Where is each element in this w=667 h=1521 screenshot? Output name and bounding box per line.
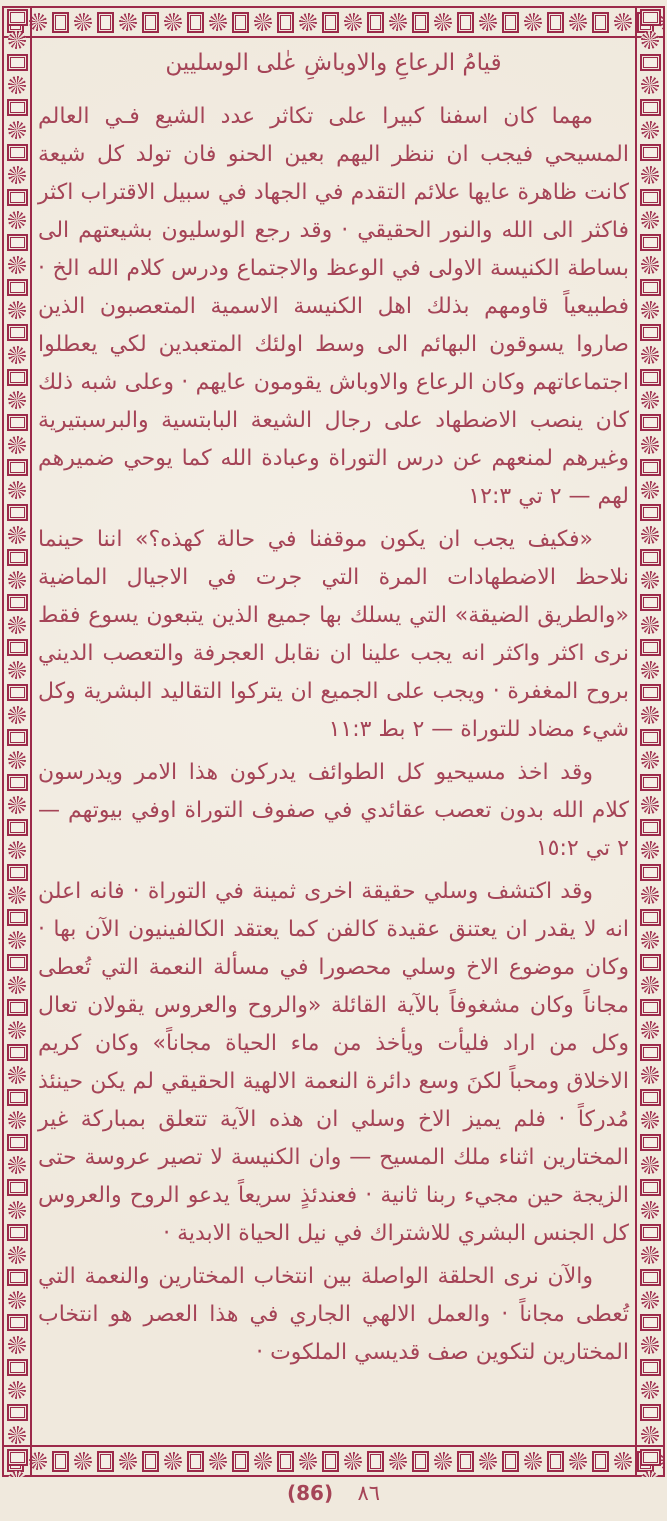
ornament-block xyxy=(7,279,28,296)
ornament-block xyxy=(232,1451,249,1472)
ornament-block xyxy=(640,864,661,881)
ornament-block xyxy=(7,324,28,341)
ornament-block xyxy=(502,1451,519,1472)
ornament-block xyxy=(7,9,28,26)
ornament-rosette-icon xyxy=(299,13,317,31)
ornament-block xyxy=(7,639,28,656)
ornament-rosette-icon xyxy=(641,616,659,634)
ornament-rosette-icon xyxy=(389,1452,407,1470)
ornament-rosette-icon xyxy=(569,13,587,31)
ornament-rosette-icon xyxy=(641,886,659,904)
ornament-block xyxy=(7,729,28,746)
ornament-rosette-icon xyxy=(8,1156,26,1174)
ornament-block xyxy=(640,279,661,296)
ornament-block xyxy=(7,1089,28,1106)
ornament-block xyxy=(7,1359,28,1376)
ornament-rosette-icon xyxy=(8,1021,26,1039)
ornament-block xyxy=(640,1314,661,1331)
ornament-block xyxy=(640,954,661,971)
ornament-block xyxy=(640,1269,661,1286)
ornament-block xyxy=(640,144,661,161)
ornament-rosette-icon xyxy=(8,616,26,634)
paragraph: مهما كان اسفنا كبيرا على تكاثر عدد الشيع فـي العالم المسيحي فيجب ان ننظر اليهم بعين الحنو فان تولد كل شيعة كانت ظاهرة عايها علائم التقدم في الجهاد في سبيل الاقتراب اكثر فاكثر الى الله والنور الحقيقي · وقد رجع الوسليون بشيعتهم الى بساطة الكنيسة الاولى في الوعظ والاجتماع ودرس كلام الله الخ · فطبيعياً قاومهم بذلك اهل الكنيسة الاسمية المتعصبون الذين صاروا يسوقون البهائم الى وسط اولئك المتعبدين لكي يعطلوا اجتماعاتهم وكان الرعاع والاوباش يقومون عايهم · وعلى شبه ذلك كان ينصب الاضطهاد على رجال الشيعة البابتسية والبرسبتيرية وغيرهم لمنعهم عن درس التوراة وعبادة الله كما يوحي ضميرهم لهم — ٢ تي ١٢:٣ xyxy=(38,104,629,509)
ornament-rosette-icon xyxy=(8,886,26,904)
ornament-block xyxy=(640,459,661,476)
page-number xyxy=(0,1481,667,1505)
ornament-block xyxy=(7,1269,28,1286)
ornament-rosette-icon xyxy=(569,1452,587,1470)
ornament-rosette-icon xyxy=(8,1381,26,1399)
ornament-block xyxy=(640,1089,661,1106)
ornament-block xyxy=(7,54,28,71)
ornament-rosette-icon xyxy=(641,121,659,139)
ornament-rosette-icon xyxy=(8,1066,26,1084)
ornament-block xyxy=(232,12,249,33)
ornament-block xyxy=(7,549,28,566)
ornament-rosette-icon xyxy=(8,976,26,994)
ornament-rosette-icon xyxy=(8,301,26,319)
ornament-block xyxy=(640,1359,661,1376)
ornament-rosette-icon xyxy=(119,1452,137,1470)
ornament-block xyxy=(97,12,114,33)
ornament-block xyxy=(640,9,661,26)
ornament-block xyxy=(640,909,661,926)
ornament-rosette-icon xyxy=(641,661,659,679)
ornament-rosette-icon xyxy=(74,13,92,31)
ornament-rosette-icon xyxy=(8,571,26,589)
ornament-rosette-icon xyxy=(8,841,26,859)
ornament-block xyxy=(640,999,661,1016)
ornament-block xyxy=(7,1044,28,1061)
ornament-block xyxy=(502,12,519,33)
ornament-rosette-icon xyxy=(641,1471,659,1477)
ornament-block xyxy=(322,12,339,33)
ornament-rosette-icon xyxy=(641,1066,659,1084)
ornament-rosette-icon xyxy=(209,1452,227,1470)
ornament-block xyxy=(142,1451,159,1472)
ornament-rosette-icon xyxy=(164,1452,182,1470)
paragraph: وقد اكتشف وسلي حقيقة اخرى ثمينة في التوراة · فانه اعلن انه لا يقدر ان يعتنق عقيدة كالفن كما يعتقد الكالفينيون الآن بها · وكان موضوع الاخ وسلي محصورا في مسألة النعمة التي تُعطى مجاناً وكان مشغوفاً بالآية القائلة «والروح والعروس يقولان تعال وكل من اراد فليأت ويأخذ من ماء الحياة مجاناً» وكان كريم الاخلاق ومحباً لكنَ وسع دائرة النعمة الالهية الحقيقي لم يكن حينئذ مُدركاً · فلم يميز الاخ وسلي ان هذه الآية تتعلق بمباركة غير المختارين اثناء ملك المسيح — وان الكنيسة لا تصير عروسة حتى الزيجة حين مجيء ربنا ثانية · فعندئذٍ سريعاً يدعو الروح والعروس كل الجنس البشري للاشتراك في نيل الحياة الابدية · xyxy=(38,879,629,1246)
ornament-block xyxy=(7,1449,28,1466)
ornament-block xyxy=(640,729,661,746)
ornament-rosette-icon xyxy=(641,841,659,859)
ornament-rosette-icon xyxy=(641,976,659,994)
ornament-rosette-icon xyxy=(8,526,26,544)
ornament-block xyxy=(52,12,69,33)
ornament-block xyxy=(640,774,661,791)
ornament-block xyxy=(7,594,28,611)
ornament-rosette-icon xyxy=(434,13,452,31)
ornament-block xyxy=(640,54,661,71)
ornament-rosette-icon xyxy=(641,1336,659,1354)
ornament-rosette-icon xyxy=(641,751,659,769)
ornament-rosette-icon xyxy=(8,436,26,454)
ornament-rosette-icon xyxy=(641,391,659,409)
ornament-block xyxy=(7,1134,28,1151)
ornament-rosette-icon xyxy=(8,211,26,229)
ornament-block xyxy=(640,414,661,431)
ornament-rosette-icon xyxy=(641,301,659,319)
ornament-block xyxy=(187,1451,204,1472)
ornament-rosette-icon xyxy=(8,706,26,724)
paragraph: والآن نرى الحلقة الواصلة بين انتخاب المختارين والنعمة التي تُعطى مجاناً · والعمل الالهي الجاري في هذا العصر هو انتخاب المختارين لتكوين صف قديسي الملكوت · xyxy=(38,1264,629,1365)
ornament-rosette-icon xyxy=(614,1452,632,1470)
ornament-block xyxy=(7,819,28,836)
ornament-block xyxy=(412,1451,429,1472)
border-ornament-top xyxy=(4,6,663,38)
ornament-block xyxy=(7,909,28,926)
ornament-rosette-icon xyxy=(299,1452,317,1470)
ornament-rosette-icon xyxy=(641,211,659,229)
ornament-block xyxy=(142,12,159,33)
ornament-rosette-icon xyxy=(614,13,632,31)
paragraph: وقد اخذ مسيحيو كل الطوائف يدركون هذا الامر ويدرسون كلام الله بدون تعصب عقائدي في صفوف التوراة اوفي بيوتهم — ٢ تي ١٥:٢ xyxy=(38,760,629,861)
ornament-rosette-icon xyxy=(164,13,182,31)
ornament-block xyxy=(7,1404,28,1421)
ornament-block xyxy=(7,459,28,476)
ornament-block xyxy=(7,414,28,431)
ornament-block xyxy=(367,1451,384,1472)
ornament-block xyxy=(547,12,564,33)
ornament-rosette-icon xyxy=(641,1381,659,1399)
ornament-rosette-icon xyxy=(641,931,659,949)
ornament-block xyxy=(640,549,661,566)
ornament-rosette-icon xyxy=(641,1156,659,1174)
ornament-block xyxy=(640,369,661,386)
ornament-block xyxy=(7,144,28,161)
ornament-rosette-icon xyxy=(8,1471,26,1477)
ornament-block xyxy=(640,594,661,611)
ornament-rosette-icon xyxy=(641,481,659,499)
ornament-rosette-icon xyxy=(8,1291,26,1309)
ornament-rosette-icon xyxy=(8,661,26,679)
ornament-block xyxy=(7,999,28,1016)
ornament-rosette-icon xyxy=(641,31,659,49)
ornament-rosette-icon xyxy=(8,1201,26,1219)
ornament-rosette-icon xyxy=(8,31,26,49)
border-ornament-left xyxy=(2,6,32,1477)
ornament-rosette-icon xyxy=(8,1111,26,1129)
ornament-rosette-icon xyxy=(8,931,26,949)
ornament-block xyxy=(640,819,661,836)
page-content xyxy=(38,42,629,1443)
page-title: قيامُ الرعاعِ والاوباشِ عٰلى الوسليين xyxy=(165,50,502,76)
ornament-rosette-icon xyxy=(8,751,26,769)
ornament-block xyxy=(7,1224,28,1241)
ornament-rosette-icon xyxy=(8,1426,26,1444)
ornament-block xyxy=(7,369,28,386)
ornament-rosette-icon xyxy=(8,391,26,409)
ornament-block xyxy=(547,1451,564,1472)
ornament-block xyxy=(7,189,28,206)
ornament-rosette-icon xyxy=(8,1336,26,1354)
ornament-rosette-icon xyxy=(254,1452,272,1470)
page-number-western: (86) xyxy=(286,1481,334,1505)
ornament-rosette-icon xyxy=(641,1201,659,1219)
ornament-block xyxy=(7,864,28,881)
ornament-block xyxy=(7,504,28,521)
border-ornament-bottom xyxy=(4,1445,663,1477)
ornament-rosette-icon xyxy=(344,1452,362,1470)
ornament-rosette-icon xyxy=(8,346,26,364)
ornament-rosette-icon xyxy=(8,1246,26,1264)
ornament-rosette-icon xyxy=(641,1291,659,1309)
ornament-rosette-icon xyxy=(8,481,26,499)
ornament-block xyxy=(457,12,474,33)
ornament-block xyxy=(7,99,28,116)
ornament-block xyxy=(640,1134,661,1151)
ornament-rosette-icon xyxy=(8,76,26,94)
ornament-block xyxy=(640,234,661,251)
ornament-block xyxy=(97,1451,114,1472)
ornament-rosette-icon xyxy=(479,13,497,31)
ornament-rosette-icon xyxy=(641,256,659,274)
ornament-block xyxy=(592,12,609,33)
ornament-rosette-icon xyxy=(524,1452,542,1470)
ornament-rosette-icon xyxy=(479,1452,497,1470)
ornament-block xyxy=(640,684,661,701)
ornament-block xyxy=(52,1451,69,1472)
ornament-block xyxy=(640,99,661,116)
ornament-block xyxy=(640,1044,661,1061)
ornament-block xyxy=(640,639,661,656)
ornament-rosette-icon xyxy=(641,1246,659,1264)
ornament-block xyxy=(7,1179,28,1196)
ornament-rosette-icon xyxy=(8,796,26,814)
ornament-block xyxy=(322,1451,339,1472)
ornament-block xyxy=(7,954,28,971)
ornament-rosette-icon xyxy=(641,1111,659,1129)
ornament-rosette-icon xyxy=(641,346,659,364)
ornament-block xyxy=(277,12,294,33)
ornament-rosette-icon xyxy=(209,13,227,31)
ornament-rosette-icon xyxy=(434,1452,452,1470)
ornament-rosette-icon xyxy=(8,166,26,184)
ornament-block xyxy=(457,1451,474,1472)
ornament-block xyxy=(640,1449,661,1466)
ornament-rosette-icon xyxy=(641,796,659,814)
ornament-rosette-icon xyxy=(119,13,137,31)
ornament-block xyxy=(7,234,28,251)
ornament-rosette-icon xyxy=(344,13,362,31)
ornament-rosette-icon xyxy=(641,76,659,94)
ornament-rosette-icon xyxy=(641,436,659,454)
body-text xyxy=(38,98,629,1372)
ornament-rosette-icon xyxy=(524,13,542,31)
ornament-block xyxy=(640,1404,661,1421)
ornament-rosette-icon xyxy=(8,256,26,274)
ornament-block xyxy=(640,189,661,206)
ornament-rosette-icon xyxy=(641,706,659,724)
ornament-rosette-icon xyxy=(254,13,272,31)
ornament-rosette-icon xyxy=(641,166,659,184)
ornament-rosette-icon xyxy=(8,121,26,139)
paragraph: «فكيف يجب ان يكون موقفنا في حالة كهذه؟» اننا حينما نلاحظ الاضطهادات المرة التي جرت في الاجيال الماضية «والطريق الضيقة» التي يسلك بها جميع الذين يتبعون يسوع فقط نرى اكثر واكثر انه يجب علينا ان نقابل العجرفة والتعصب الديني بروح المغفرة · ويجب على الجميع ان يتركوا التقاليد البشرية وكل شيء مضاد للتوراة — ٢ بط ١١:٣ xyxy=(38,527,629,742)
ornament-block xyxy=(7,774,28,791)
ornament-block xyxy=(277,1451,294,1472)
ornament-block xyxy=(187,12,204,33)
ornament-rosette-icon xyxy=(641,1426,659,1444)
ornament-rosette-icon xyxy=(641,526,659,544)
ornament-rosette-icon xyxy=(641,571,659,589)
ornament-block xyxy=(7,1314,28,1331)
ornament-rosette-icon xyxy=(389,13,407,31)
ornament-block xyxy=(640,1224,661,1241)
ornament-block xyxy=(640,324,661,341)
ornament-rosette-icon xyxy=(641,1021,659,1039)
border-ornament-right xyxy=(635,6,665,1477)
ornament-block xyxy=(367,12,384,33)
ornament-rosette-icon xyxy=(74,1452,92,1470)
page-number-arabic: ٨٦ xyxy=(357,1481,381,1505)
ornament-block xyxy=(640,1179,661,1196)
ornament-block xyxy=(640,504,661,521)
ornament-block xyxy=(412,12,429,33)
ornament-block xyxy=(592,1451,609,1472)
ornament-block xyxy=(7,684,28,701)
